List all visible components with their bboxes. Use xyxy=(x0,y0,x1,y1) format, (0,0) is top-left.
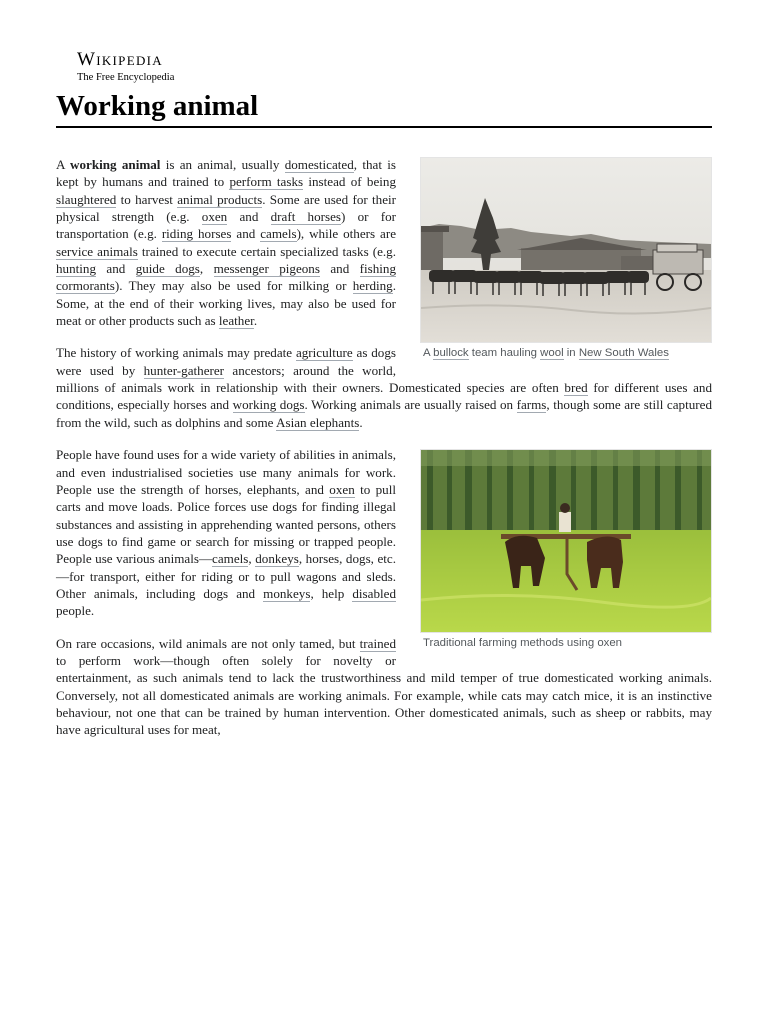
bold-term: working animal xyxy=(70,157,161,172)
wiki-link[interactable]: monkeys xyxy=(263,585,311,601)
oxen-plough-photo[interactable] xyxy=(420,449,712,633)
wiki-link[interactable]: hunting xyxy=(56,261,97,277)
text-run: instead of being xyxy=(303,174,396,190)
wiki-link[interactable]: leather xyxy=(218,313,254,329)
wiki-link[interactable]: service animals xyxy=(56,243,138,259)
wiki-link[interactable]: bred xyxy=(564,380,588,396)
wiki-link[interactable]: trained xyxy=(359,635,396,651)
text-run: , horses, dogs, etc.—for transport, either for riding or to pull wagons and sleds. Other animals, including dogs and xyxy=(56,551,397,601)
text-run: People have found uses for a wide variety of abilities in animals, and even industrialised societies use many animals for work. People use the strength of horses, elephants, and xyxy=(56,447,396,497)
text-run: On rare occasions, wild animals are not only tamed, but xyxy=(56,635,360,651)
wiki-link[interactable]: New South Wales xyxy=(578,347,669,359)
text-run: to harvest xyxy=(116,191,178,207)
wiki-link[interactable]: animal products xyxy=(177,191,263,207)
text-run: , xyxy=(199,261,214,277)
bullock-team-photo[interactable] xyxy=(420,157,712,343)
wiki-link[interactable]: Asian elephants xyxy=(276,414,360,430)
text-run: for different uses and conditions, especially horses and xyxy=(56,380,712,413)
wiki-link[interactable]: working dogs xyxy=(232,397,305,413)
figure-caption xyxy=(420,345,712,361)
text-run: , that is kept by humans and trained to xyxy=(56,157,396,190)
wiki-link[interactable]: agriculture xyxy=(295,345,353,361)
wiki-link[interactable]: draft horses xyxy=(270,209,342,225)
text-run: . Some, at the end of their working lives, may also be used for meat or other products such as xyxy=(56,278,396,329)
wiki-link[interactable]: hunter-gatherer xyxy=(143,362,225,378)
text-run: in xyxy=(563,347,579,359)
wiki-link[interactable]: disabled xyxy=(352,585,396,601)
text-run: . Working animals are usually raised on xyxy=(304,397,517,413)
wiki-link[interactable]: bullock xyxy=(433,347,469,359)
text-run: , xyxy=(248,551,256,567)
text-run: ancestors; around the world, millions of animals work in relationship with their owners. Domesticated species are often xyxy=(56,362,565,396)
text-run: The history of working animals may predate xyxy=(56,345,296,361)
figure-oxen-farming xyxy=(420,449,712,651)
wiki-link[interactable]: fishing cormorants xyxy=(56,261,396,294)
wiki-link[interactable]: domesticated xyxy=(284,157,354,172)
wiki-link[interactable]: riding horses xyxy=(161,226,232,242)
article-page xyxy=(56,48,712,754)
text-run: A xyxy=(423,347,434,359)
text-run: to pull carts and move loads. Police forces use dogs for finding illegal substances and assisting in apprehending wanted persons, others use dogs to find game or search for missing or trapped people. People use various animals— xyxy=(56,481,396,567)
text-run: and xyxy=(319,261,360,277)
text-run: to perform work—though often solely for novelty or entertainment, as such animals tend to lack the trustworthiness and mild temper of true domesticated working animals. Conversely, not all domesticated animals are working animals. For example, while cats may catch mice, it is an instinctive behaviour, not one that can be trained by human intervention. Other domesticated animals, such as sheep or rabbits, may have agricultural uses for meat, xyxy=(56,652,712,738)
page-title: Working animal xyxy=(56,90,259,122)
wiki-link[interactable]: oxen xyxy=(201,209,228,225)
text-run: ), while others are xyxy=(296,226,396,242)
wiki-link[interactable]: herding xyxy=(352,278,393,294)
text-run: , help xyxy=(310,585,353,601)
wikipedia-wordmark: Wikipedia xyxy=(77,49,163,70)
text-run: A xyxy=(56,157,71,172)
text-run: . xyxy=(359,414,363,430)
wiki-link[interactable]: oxen xyxy=(329,481,355,497)
text-run: Traditional farming methods using oxen xyxy=(423,637,623,650)
text-run: , though some are still captured from the wild, such as dolphins and some xyxy=(56,397,713,430)
wiki-link[interactable]: wool xyxy=(540,347,564,359)
wiki-link[interactable]: donkeys xyxy=(255,551,299,567)
text-run: . xyxy=(253,313,258,329)
text-run: and xyxy=(231,226,261,242)
wiki-link[interactable]: perform tasks xyxy=(229,174,304,190)
text-run: and xyxy=(227,209,271,225)
text-run: as dogs were used by xyxy=(56,345,396,378)
wiki-link[interactable]: farms xyxy=(516,397,547,413)
wiki-link[interactable]: messenger pigeons xyxy=(213,261,320,277)
text-run: team hauling xyxy=(468,347,541,359)
text-run: is an animal, usually xyxy=(160,157,285,172)
text-run: . Some are used for their physical strength (e.g. xyxy=(56,191,396,225)
text-run: trained to execute certain specialized tasks (e.g. xyxy=(137,243,396,259)
wiki-link[interactable]: guide dogs xyxy=(135,261,200,277)
wiki-link[interactable]: camels xyxy=(212,551,249,567)
article-body xyxy=(56,156,712,739)
text-run: ). They may also be used for milking or xyxy=(114,278,353,294)
text-run: ) or for transportation (e.g. xyxy=(56,209,397,242)
figure-caption xyxy=(420,635,712,651)
text-run: people. xyxy=(56,603,95,619)
wiki-link[interactable]: camels xyxy=(260,226,297,242)
wiki-link[interactable]: slaughtered xyxy=(56,191,117,207)
title-divider xyxy=(56,126,712,128)
wikipedia-tagline: The Free Encyclopedia xyxy=(77,72,175,83)
figure-bullock-team xyxy=(420,157,712,361)
text-run: and xyxy=(96,261,136,277)
wikipedia-logo[interactable] xyxy=(77,48,712,84)
